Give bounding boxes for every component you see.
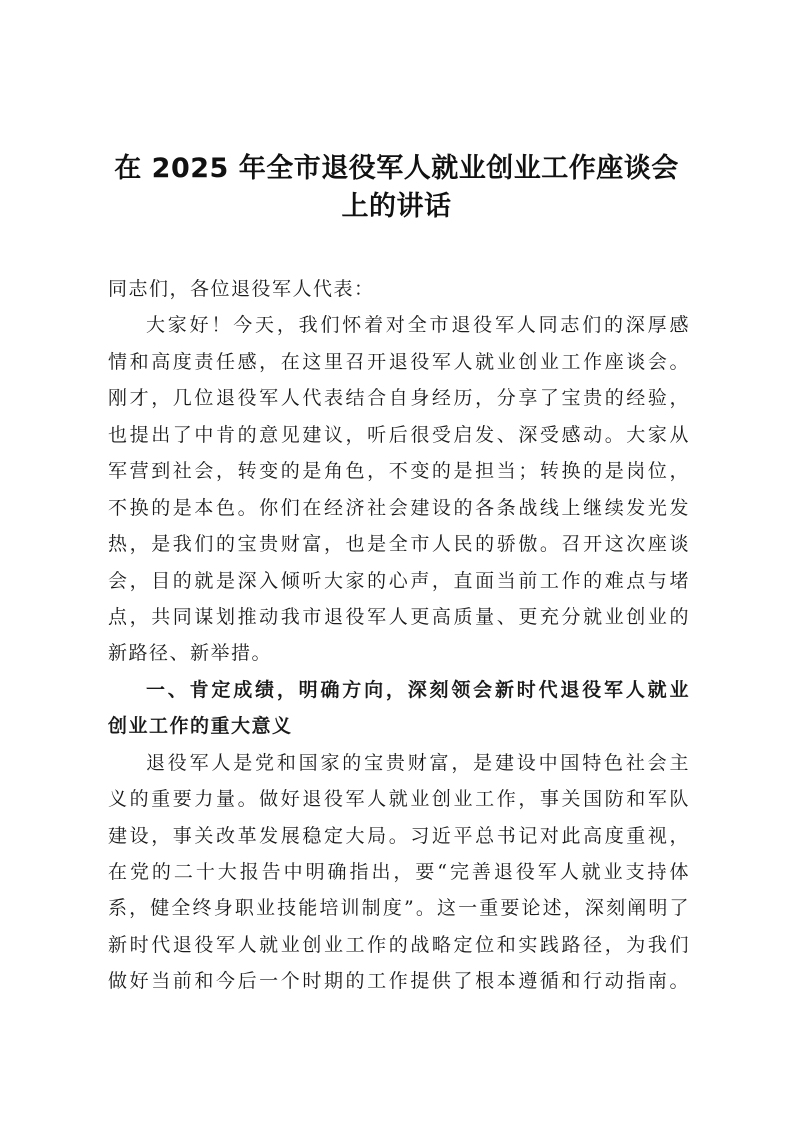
paragraph-line: 点，共同谋划推动我市退役军人更高质量、更充分就业创业的 (108, 605, 690, 628)
paragraph-line: 在党的二十大报告中明确指出，要“完善退役军人就业支持体 (108, 861, 690, 883)
section-heading-1 (108, 672, 690, 745)
paragraph-line: 军营到社会，转变的是角色，不变的是担当；转换的是岗位， (108, 460, 690, 483)
title-line: 上的讲话 (341, 191, 452, 222)
document-body (108, 271, 690, 1000)
paragraph-line: 新时代退役军人就业创业工作的战略定位和实践路径，为我们 (108, 933, 690, 956)
paragraph-line: 也提出了中肯的意见建议，听后很受启发、深受感动。大家从 (108, 423, 690, 446)
paragraph-line: 情和高度责任感，在这里召开退役军人就业创业工作座谈会。 (108, 350, 690, 373)
salutation: 同志们，各位退役军人代表： (108, 278, 375, 300)
document-title (100, 150, 693, 226)
paragraph-line: 不换的是本色。你们在经济社会建设的各条战线上继续发光发 (108, 496, 690, 519)
paragraph-line: 大家好！今天，我们怀着对全市退役军人同志们的深厚感 (146, 314, 690, 337)
paragraph-line: 退役军人是党和国家的宝贵财富，是建设中国特色社会主 (146, 751, 690, 774)
paragraph-line: 热，是我们的宝贵财富，也是全市人民的骄傲。召开这次座谈 (108, 533, 690, 556)
paragraph-line: 义的重要力量。做好退役军人就业创业工作，事关国防和军队 (108, 788, 690, 811)
paragraph-line: 系，健全终身职业技能培训制度”。这一重要论述，深刻阐明了 (108, 897, 690, 920)
paragraph-line: 新路径、新举措。 (108, 642, 273, 665)
heading-line: 一、肯定成绩，明确方向，深刻领会新时代退役军人就业 (146, 678, 690, 701)
paragraph-1 (108, 307, 690, 671)
paragraph-2 (108, 745, 690, 1000)
paragraph-line: 刚才，几位退役军人代表结合自身经历，分享了宝贵的经验， (108, 387, 690, 410)
paragraph-line: 会，目的就是深入倾听大家的心声，直面当前工作的难点与堵 (108, 569, 690, 592)
paragraph-line: 建设，事关改革发展稳定大局。习近平总书记对此高度重视， (108, 824, 690, 847)
paragraph-line: 做好当前和今后一个时期的工作提供了根本遵循和行动指南。 (108, 970, 690, 993)
heading-line: 创业工作的重大意义 (108, 715, 293, 738)
title-line: 在 2025 年全市退役军人就业创业工作座谈会 (114, 153, 679, 184)
